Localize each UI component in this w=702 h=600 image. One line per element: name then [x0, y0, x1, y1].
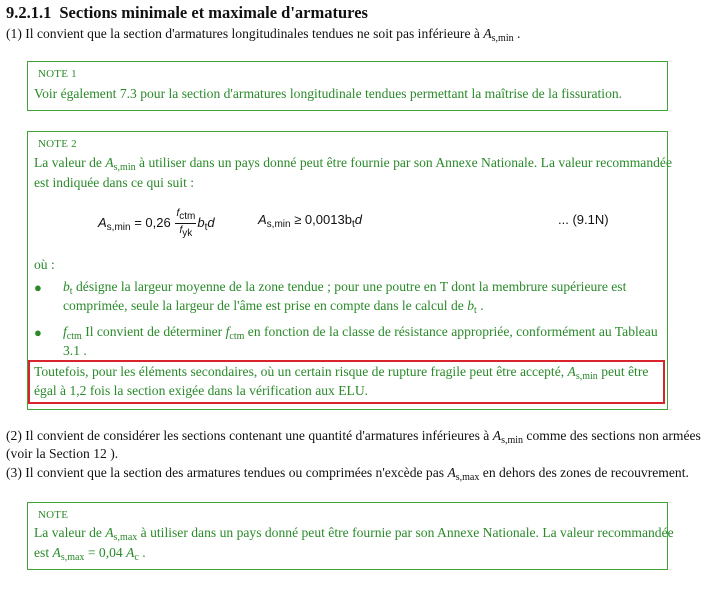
- note-1-text: Voir également 7.3 pour la section d'armatures longitudinale tendues permettant la maîtrise de la fissuration.: [34, 86, 623, 101]
- note-2-where: où :: [34, 257, 55, 272]
- section-heading: [6, 3, 368, 23]
- note-3-box: [27, 502, 674, 570]
- paragraph-2-line-2: (voir la Section 12 ).: [6, 446, 119, 461]
- note-2-label: NOTE 2: [38, 138, 77, 150]
- bullet-1-line-1: $b_t$ désigne la largeur moyenne de la zone tendue ; pour une poutre en T dont la membrure supérieure est: [63, 279, 627, 297]
- note-1-label: NOTE 1: [38, 68, 77, 80]
- paragraph-2-line-1: (2) Il convient de considérer les sections contenant une quantité d'armatures inférieures à $A_{s,min}$ comme des sections non armées: [6, 428, 701, 446]
- note-3-line-2: est $A_{s,max} = 0,04$ $A_c$ .: [34, 545, 146, 563]
- formula-rhs: $A_{s,min} \ge 0,0013b_td$: [258, 212, 362, 230]
- highlight-line-1: Toutefois, pour les éléments secondaires, où un certain risque de rupture fragile peut être accepté, $A_{s,min}$ peut être: [34, 364, 649, 382]
- note-2-line-1: La valeur de $A_{s,min}$ à utiliser dans un pays donné peut être fournie par son Annexe Nationale. La valeur recommandée: [34, 155, 672, 173]
- bullet-2-line-2: 3.1 .: [63, 343, 87, 358]
- formula-reference: ... (9.1N): [558, 212, 609, 227]
- note-3-label: NOTE: [38, 509, 69, 521]
- bullet-2-line-1: $f_{ctm}$ Il convient de déterminer $f_{ctm}$ en fonction de la classe de résistance appropriée, conformément au Tableau: [63, 324, 658, 342]
- note-2-line-2: est indiquée dans ce qui suit :: [34, 175, 195, 190]
- bullet-1-line-2: comprimée, seule la largeur de l'âme est prise en compte dans le calcul de $b_t$ .: [63, 298, 484, 316]
- bullet-icon: ●: [34, 280, 42, 295]
- section-number: 9.2.1.1: [6, 3, 52, 22]
- formula-lhs: $A_{s,min} = 0,26$ $\frac{\text{fctm}}{\text{fyk}}$ $b_td$: [98, 207, 215, 239]
- highlight-line-2: égal à 1,2 fois la section exigée dans la vérification aux ELU.: [34, 383, 369, 398]
- section-title: Sections minimale et maximale d'armatures: [59, 3, 368, 22]
- bullet-icon: ●: [34, 325, 42, 340]
- paragraph-1: (1) Il convient que la section d'armatures longitudinales tendues ne soit pas inférieure à $A_{s,min}$ .: [6, 26, 521, 44]
- note-1-box: [27, 61, 668, 111]
- highlight-box: [28, 360, 665, 404]
- formula-fraction: $\frac{\text{fctm}}{\text{fyk}}$: [176, 207, 196, 239]
- note-3-line-1: La valeur de $A_{s,max}$ à utiliser dans un pays donné peut être fournie par son Annexe Nationale. La valeur recommandée: [34, 525, 674, 543]
- paragraph-3: (3) Il convient que la section des armatures tendues ou comprimées n'excède pas $A_{s,max}$ en dehors des zones de recouvrement.: [6, 465, 689, 483]
